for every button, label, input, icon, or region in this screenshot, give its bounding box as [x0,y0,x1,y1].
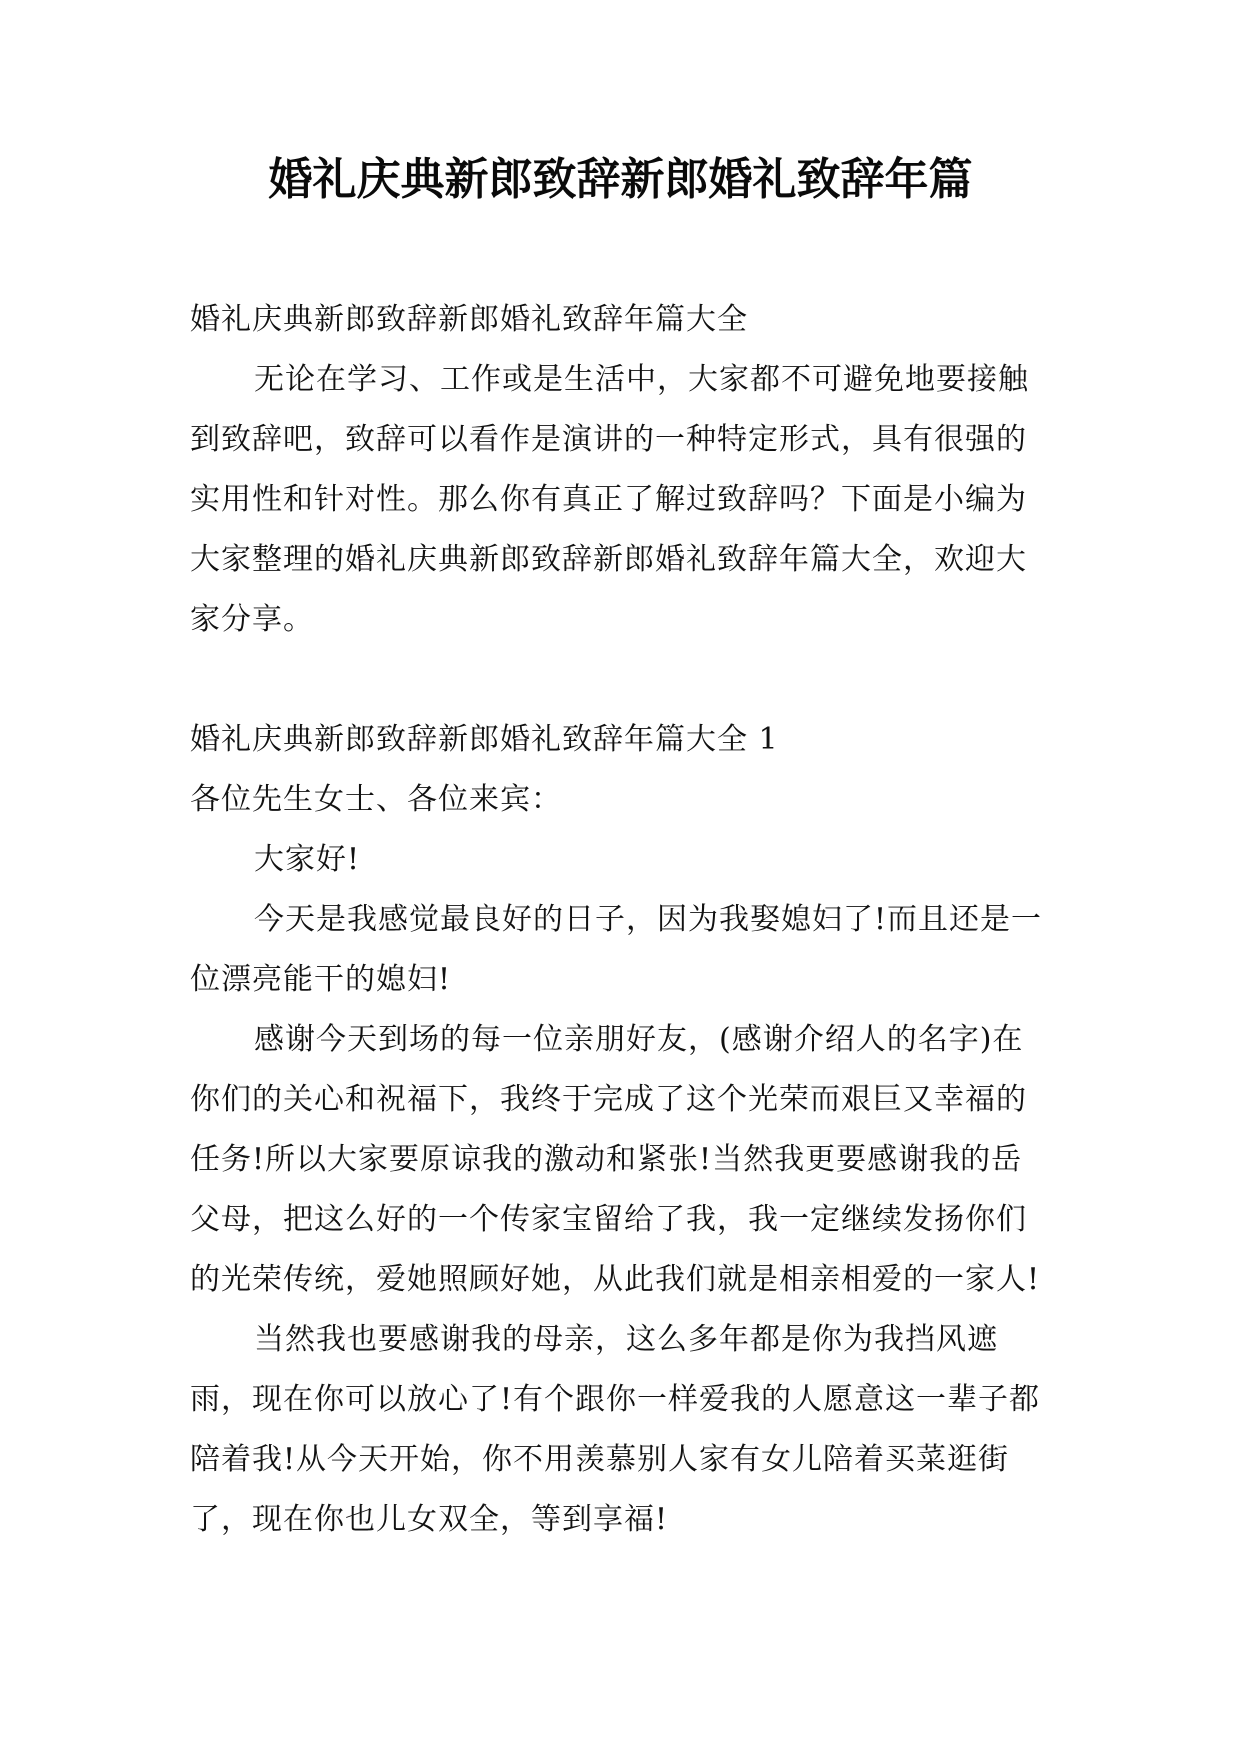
document-subtitle: 婚礼庆典新郎致辞新郎婚礼致辞年篇大全 [190,302,748,337]
document-title: 婚礼庆典新郎致辞新郎婚礼致辞年篇 [268,154,973,205]
section-gap [190,650,1050,710]
section-heading: 婚礼庆典新郎致辞新郎婚礼致辞年篇大全 1 [190,722,779,757]
body-paragraph: 大家好! [254,842,361,877]
body-paragraph: 今天是我感觉最良好的日子，因为我娶媳妇了!而且还是一位漂亮能干的媳妇! [190,902,1043,997]
salutation: 各位先生女士、各位来宾： [190,782,562,817]
document-body [190,290,1050,1550]
body-paragraph: 当然我也要感谢我的母亲，这么多年都是你为我挡风遮雨，现在你可以放心了!有个跟你一样爱我的人愿意这一辈子都陪着我!从今天开始，你不用羡慕别人家有女儿陪着买菜逛街了，现在你也儿女双全，等到享福! [190,1322,1041,1537]
body-paragraph: 感谢今天到场的每一位亲朋好友，(感谢介绍人的名字)在你们的关心和祝福下，我终于完成了这个光荣而艰巨又幸福的任务!所以大家要原谅我的激动和紧张!当然我更要感谢我的岳父母，把这么好的一个传家宝留给了我，我一定继续发扬你们的光荣传统，爱她照顾好她，从此我们就是相亲相爱的一家人! [190,1022,1041,1297]
intro-paragraph: 无论在学习、工作或是生活中，大家都不可避免地要接触到致辞吧，致辞可以看作是演讲的一种特定形式，具有很强的实用性和针对性。那么你有真正了解过致辞吗？下面是小编为大家整理的婚礼庆典新郎致辞新郎婚礼致辞年篇大全，欢迎大家分享。 [190,362,1029,637]
